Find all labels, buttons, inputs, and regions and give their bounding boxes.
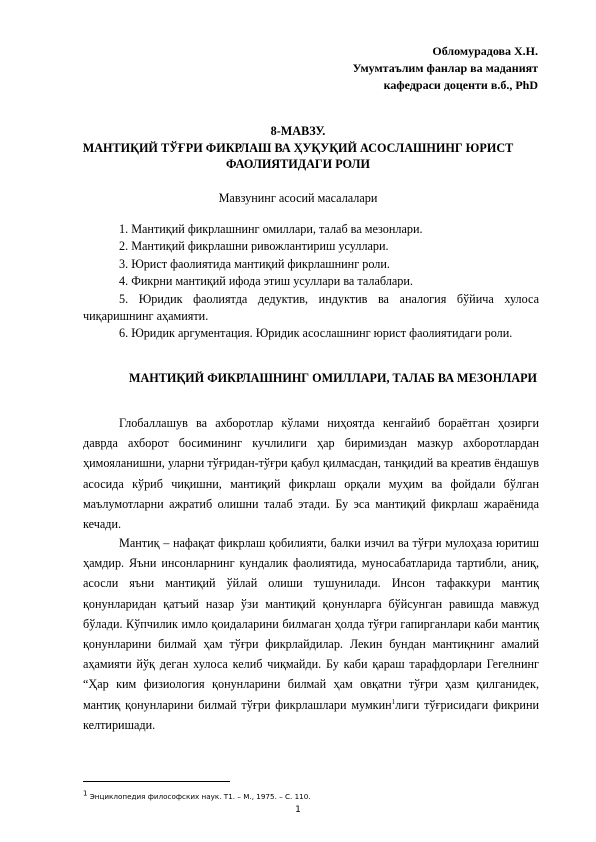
author-position: кафедраси доценти в.б., PhD xyxy=(383,78,538,92)
issue-item: 4. Фикрни мантиқий ифода этиш усуллари ва талаблари. xyxy=(119,274,413,289)
body-paragraph-1: Глобаллашув ва ахборотлар кўлами ниҳоятда кенгайиб бораётган ҳозирги даврда ахборот босимининг кучлилиги ҳар биримиздан мазкур ахборотлардан ҳимояланишни, уларни тўғридан-тўғри қабул қилмасдан, танқидий ва креатив ёндашув асосида кўриб чиқишни, мантиқий фикрлаш орқали муҳим ва фойдали бўлган маълумотларни ажратиб олишни талаб этади. Бу эса мантиқий фикрлаш жараёнида кечади. xyxy=(83,416,539,532)
author-department: Умумтаълим фанлар ва маданият xyxy=(352,61,538,75)
footnote xyxy=(83,789,311,801)
issue-item: 1. Мантиқий фикрлашнинг омиллари, талаб ва мезонлари. xyxy=(119,222,423,236)
author-name: Обломурадова Х.Н. xyxy=(432,44,538,58)
footnote-text: Энциклопедия философских наук. Т1. – М., 1975. – С. 110. xyxy=(87,792,311,801)
issues-heading: Мавзунинг асосий масалалари xyxy=(218,191,378,205)
paragraph-text: лиги тўғрисидаги фикрини келтиришади. xyxy=(83,697,539,732)
issue-item: 5. Юридик фаолиятда дедуктив, индуктив ва аналогия бўйича хулоса чиқаришнинг аҳамияти. xyxy=(83,291,539,324)
issue-item: 6. Юридик аргументация. Юридик асослашнинг юрист фаолиятидаги роли. xyxy=(119,326,513,341)
footnote-marker: 1 xyxy=(83,789,88,798)
footnote-reference[interactable]: 1 xyxy=(391,697,396,706)
author-block xyxy=(353,43,538,94)
footnote-separator xyxy=(83,781,230,782)
topic-number: 8-МАВЗУ. xyxy=(270,124,326,138)
page-number: 1 xyxy=(295,805,301,815)
issue-item: 3. Юрист фаолиятида мантиқий фикрлашнинг роли. xyxy=(119,256,390,271)
issues-list xyxy=(83,221,539,343)
body-paragraph-2 xyxy=(83,533,539,735)
issue-item: 2. Мантиқий фикрлашни ривожлантириш усуллари. xyxy=(119,239,389,254)
section-heading: МАНТИҚИЙ ФИКРЛАШНИНГ ОМИЛЛАРИ, ТАЛАБ ВА МЕЗОНЛАРИ xyxy=(128,371,538,385)
topic-title: МАНТИҚИЙ ТЎҒРИ ФИКРЛАШ ВА ҲУҚУҚИЙ АСОСЛАШНИНГ ЮРИСТ ФАОЛИЯТИДАГИ РОЛИ xyxy=(82,141,514,171)
paragraph-text: Мантиқ – нафақат фикрлаш қобилияти, балки изчил ва тўғри мулоҳаза юритиш ҳамдир. Яъни инсонларнинг кундалик фаолиятида, муносабатларида тартибли, аниқ, асосли яъни мантиқий ўйлай олиши тушунилади. Инсон тафаккури мантиқ қонунларидан қатъий назар ўзи мантиқий қонунларга бўйсунган равишда мавжуд бўлади. Кўпчилик имло қоидаларини билмаган ҳолда тўғри гапирганлари каби мантиқ қонунларини билмай ҳам тўғри фикрлайдилар. Лекин бундан мантиқнинг амалий аҳамияти йўқ деган хулоса келиб чиқмайди. Бу каби қараш тарафдорлари Гегелнинг “Ҳар ким физиология қонунларини билмай ҳам овқатни тўғри ҳазм қилганидек, мантиқ қонунларини билмай тўғри фикрлашлари мумкин xyxy=(83,536,539,712)
